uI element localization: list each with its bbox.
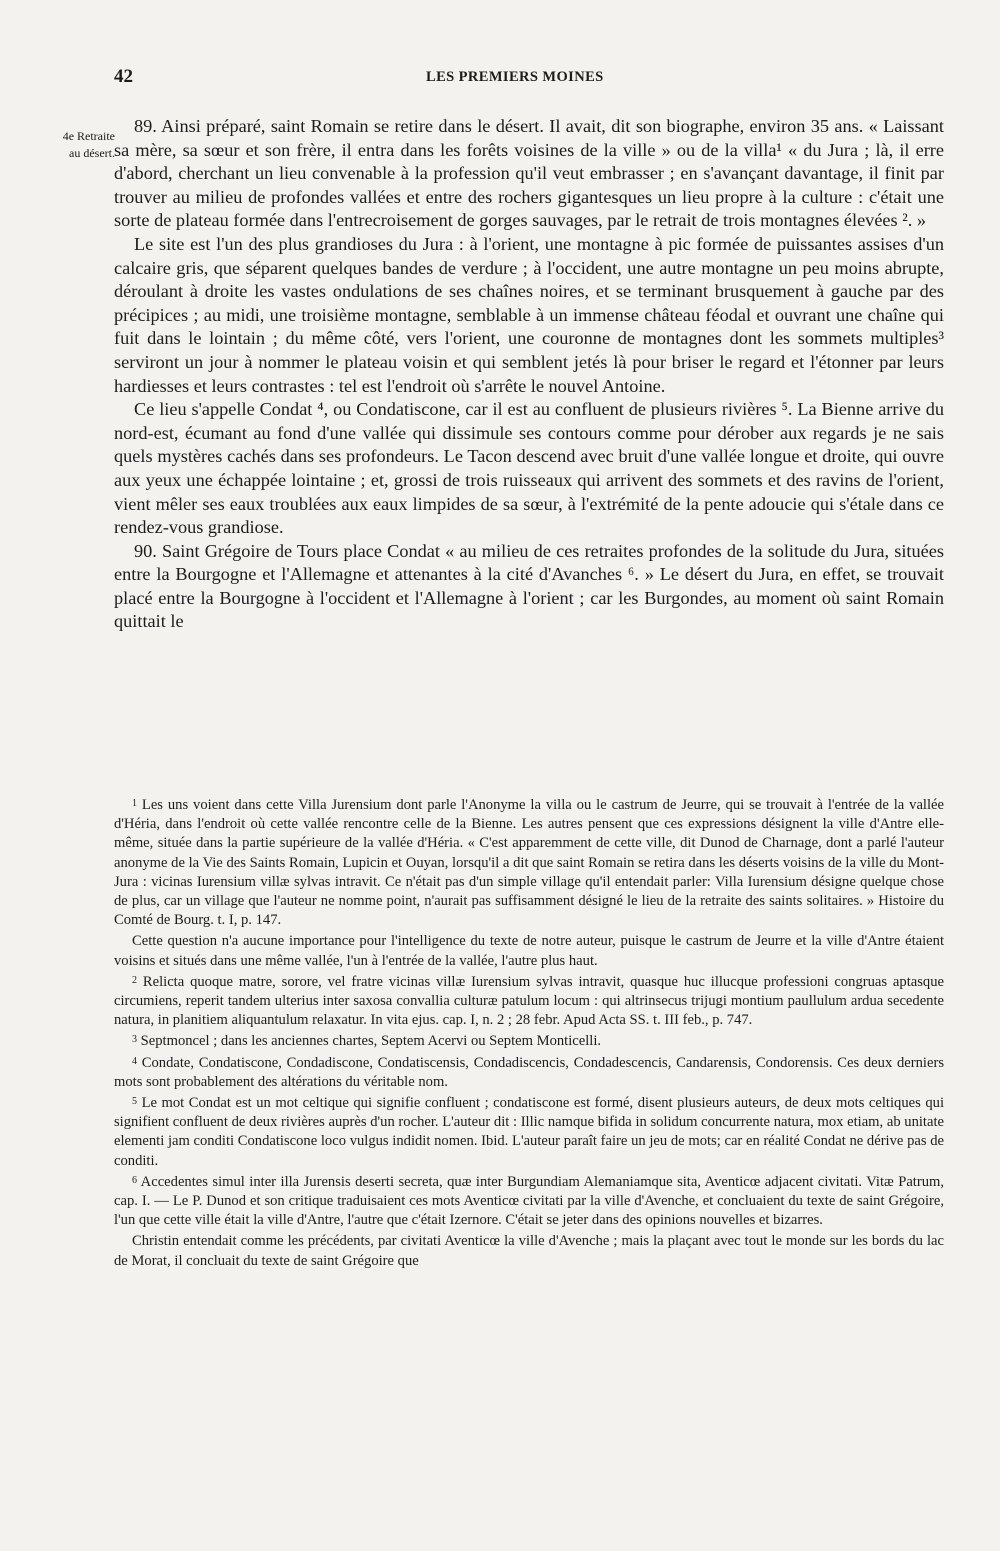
footnote-text: Le mot Condat est un mot celtique qui signifie confluent ; condatiscone est formé, disent plusieurs auteurs, de deux mots celtiques qui signifient confluent de deux rivières auprès d'un rocher. L'auteur dit : Illic namque bifida in solidum concurrente natura, mox etiam, ab unitate elementi jam conditi Condatiscone loco vulgus indidit nomen. Ibid. L'auteur paraît faire un jeu de mots; car en réalité Condat ne dérive pas de conditi. bbox=[114, 1095, 944, 1169]
footnotes bbox=[114, 796, 944, 1273]
margin-note bbox=[10, 128, 115, 162]
footnote bbox=[114, 973, 944, 1031]
page-header bbox=[114, 66, 944, 92]
footnote-text: Condate, Condatiscone, Condadiscone, Condatiscensis, Condadiscencis, Condadescencis, Candarensis, Condorensis. Ces deux derniers mots sont probablement des altérations du véritable nom. bbox=[114, 1054, 945, 1090]
footnote-number: 1 bbox=[132, 798, 137, 809]
margin-note-line: au désert. bbox=[69, 146, 115, 160]
running-title: LES PREMIERS MOINES bbox=[426, 69, 604, 85]
footnote-number: 6 bbox=[132, 1174, 137, 1186]
footnote bbox=[114, 1032, 944, 1051]
paragraph: Ce lieu s'appelle Condat ⁴, ou Condatiscone, car il est au confluent de plusieurs rivières ⁵. La Bienne arrive du nord-est, écumant au fond d'une vallée qui dissimule ses contours comme pour dérober aux regards je ne sais quels mystères cachés dans ses profondeurs. Le Tacon descend avec bruit d'une vallée longue et droite, qui ouvre aux yeux une échappée lointaine ; et, grossi de trois ruisseaux qui arrivent des sommets et des ravins de l'orient, vient mêler ses eaux troublées aux eaux limpides de sa sœur, à l'extrémité de la pente adoucie qui s'étale dans ce rendez-vous grandiose. bbox=[114, 399, 944, 538]
footnote bbox=[114, 796, 944, 930]
footnote-text: Relicta quoque matre, sorore, vel fratre vicinas villæ Iurensium sylvas intravit, quasque huc illucque professioni congruas aptasque circumiens, reperit tandem ulterius inter saxosa convallia culturæ patulum locum : qui altrinsecus trijugi montium paullulum ardua secedente natura, in planitiem aliquantulum relaxatur. In vita ejus. cap. I, n. 2 ; 28 febr. Apud Acta SS. t. III feb., p. 747. bbox=[114, 973, 944, 1029]
footnote bbox=[114, 1054, 944, 1092]
margin-note-line: 4e Retraite bbox=[62, 129, 115, 143]
page-number: 42 bbox=[114, 66, 133, 87]
footnote-number: 5 bbox=[132, 1096, 137, 1108]
footnote bbox=[114, 932, 944, 970]
footnote-text: Accedentes simul inter illa Jurensis deserti secreta, quæ inter Burgundiam Alemaniamque sita, Aventicœ adjacent civitati. Vitæ Patrum, cap. I. — Le P. Dunod et son critique traduisaient ces mots Aventicœ civitati par la ville d'Avenche, et concluaient du texte de saint Grégoire, l'un que cette ville était la ville d'Antre, l'autre que c'était Izernore. C'était se jeter dans des opinions nouvelles et bizarres. bbox=[114, 1173, 945, 1229]
paragraph: Le site est l'un des plus grandioses du Jura : à l'orient, une montagne à pic formée de puissantes assises d'un calcaire gris, que séparent quelques bandes de verdure ; à l'occident, une autre montagne un peu moins abrupte, déroulant à droite les vastes ondulations de ses chaînes noires, et se terminant brusquement à gauche par des précipices ; au midi, une troisième montagne, semblable à un immense château féodal et ouvrant une chaîne qui fuit dans le lointain ; du même côté, vers l'orient, une couronne de montagnes dont les sommets multiples³ serviront un jour à nommer le plateau voisin et qui semblent jetés là pour briser le regard et l'étonner par leurs hardiesses et leurs contrastes : tel est l'endroit où s'arrête le nouvel Antoine. bbox=[114, 233, 944, 396]
footnote-text: Cette question n'a aucune importance pour l'intelligence du texte de notre auteur, puisque le castrum de Jeurre et la ville d'Antre étaient voisins et situés dans une même vallée, l'un à l'entrée de la vallée, l'autre plus haut. bbox=[114, 933, 944, 969]
footnote-text: Les uns voient dans cette Villa Jurensium dont parle l'Anonyme la villa ou le castrum de Jeurre, qui se trouvait à l'entrée de la vallée d'Héria, dans l'endroit où cette vallée rencontre celle de la Bienne. Les autres pensent que ces expressions désignent la ville d'Antre elle-même, située dans la partie supérieure de la vallée d'Héria. « C'est apparemment de cette ville, dit Dunod de Charnage, dont a parlé l'auteur anonyme de la Vie des Saints Romain, Lupicin et Ouyan, lorsqu'il a dit que saint Romain se retira dans les déserts voisins de la ville du Mont-Jura : vicinas Iurensium villæ sylvas intravit. Ce n'était pas d'un simple village qu'il entendait parler: Villa Iurensium désigne quelque chose de plus, car un village que l'auteur ne nomme point, n'aurait pas suffisamment désigné le lieu de la retraite des saints solitaires. » Histoire du Comté de Bourg. t. I, p. 147. bbox=[114, 797, 944, 929]
footnote-number: 3 bbox=[132, 1034, 137, 1046]
paragraph: 89. Ainsi préparé, saint Romain se retire dans le désert. Il avait, dit son biographe, environ 35 ans. « Laissant sa mère, sa sœur et son frère, il entra dans les forêts voisines de la ville » ou de la villa¹ « du Jura ; là, il erre d'abord, cherchant un lieu convenable à la profession qu'il veut embrasser ; en s'avançant davantage, il finit par trouver au milieu de profondes vallées et entre des rochers gigantesques un lieu propre à la culture : c'était une sorte de plateau formée dans l'entrecroisement de gorges sauvages, par le retrait de trois montagnes élevées ². » bbox=[114, 116, 944, 231]
footnote-text: Septmoncel ; dans les anciennes chartes, Septem Acervi ou Septem Monticelli. bbox=[140, 1033, 602, 1050]
footnote-number: 2 bbox=[132, 974, 137, 986]
footnote-number: 4 bbox=[132, 1055, 137, 1067]
body-text bbox=[114, 115, 944, 634]
footnote-text: Christin entendait comme les précédents, par civitati Aventicœ la ville d'Avenche ; mais la plaçant avec tout le monde sur les bords du lac de Morat, il concluait du texte de saint Grégoire que bbox=[114, 1233, 944, 1269]
footnote bbox=[114, 1173, 944, 1231]
footnote bbox=[114, 1232, 944, 1270]
footnote bbox=[114, 1094, 944, 1171]
paragraph: 90. Saint Grégoire de Tours place Condat « au milieu de ces retraites profondes de la solitude du Jura, situées entre la Bourgogne et l'Allemagne et attenantes à la cité d'Avanches ⁶. » Le désert du Jura, en effet, se trouvait placé entre la Bourgogne à l'occident et l'Allemagne à l'orient ; car les Burgondes, au moment où saint Romain quittait le bbox=[114, 540, 944, 632]
